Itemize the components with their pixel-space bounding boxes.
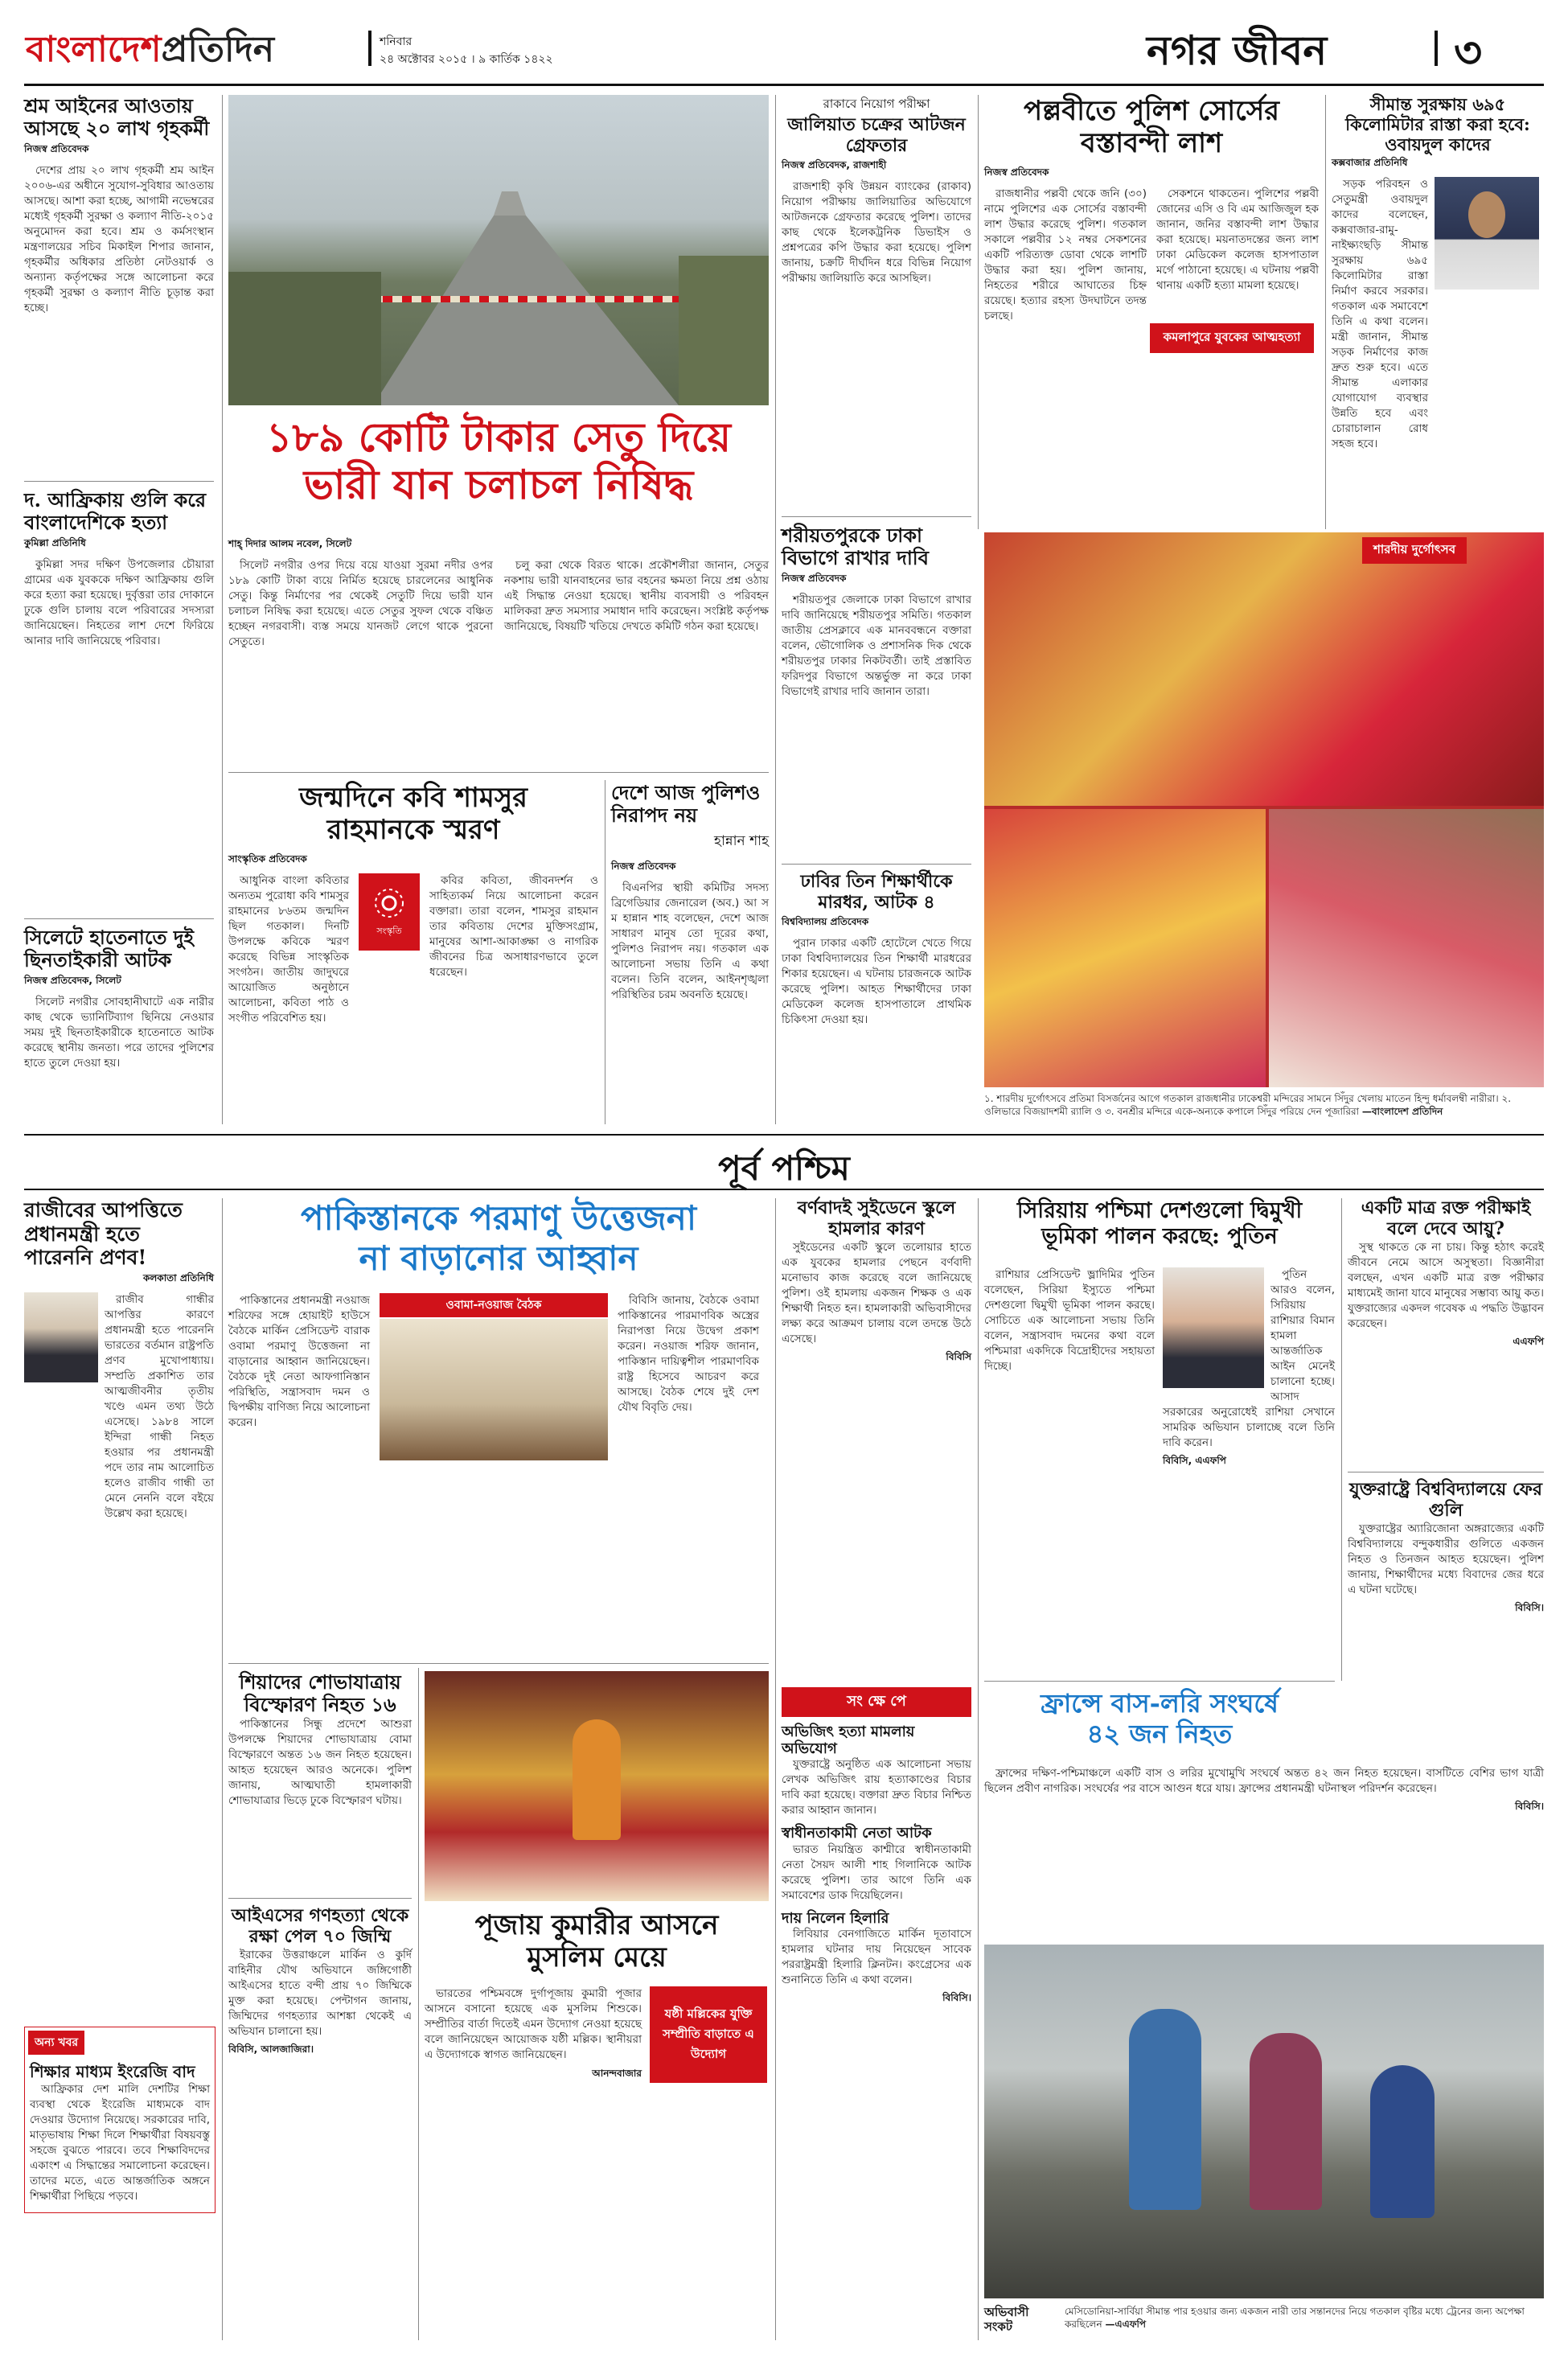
column-rule [775,1198,776,2340]
article-title: বর্ণবাদই সুইডেনে স্কুলে হামলার কারণ [797,1197,956,1239]
bridge-photo-illustration [228,95,769,405]
durga-photo-2 [984,809,1266,1087]
article-title: শ্রম আইনের আওতায় আসছে ২০ লাখ গৃহকর্মী [24,94,210,141]
article-title: সিলেটে হাতেনাতে দুই ছিনতাইকারী আটক [24,926,194,972]
caption-text: ১. শারদীয় দুর্গোৎসবে প্রতিমা বিসর্জনের আগে গতকাল রাজধানীর ঢাকেশ্বরী মন্দিরের সামনে সিঁদুর খেলায় মাতেন হিন্দু ধর্মাবলম্বী নারীরা। ২. ওলিভারে বিজয়াদশমী র‌্যালি ও ৩. বনশ্রীর মন্দিরে একে-অন্যকে কপালে সিঁদুর পরিয়ে দেন পূজারিরা [984,1093,1512,1117]
france-headline[interactable] [984,1689,1335,1750]
divider [24,481,214,482]
article-body: বিএনপির স্থায়ী কমিটির সদস্য ব্রিগেডিয়ার জেনারেল (অব.) আ স ম হান্নান শাহ বলেছেন, দেশে আজ সাধারণ মানুষ তো দূরের কথা, পুলিশও নিরাপদ নয়। গতকাল এক আলোচনা সভায় তিনি এ কথা বলেন। তিনি বলেন, আইনশৃঙ্খলা পরিস্থিতির চরম অবনতি হয়েছে। [611,881,769,1001]
article-byline: নিজস্ব প্রতিবেদক, রাজশাহী [782,158,887,170]
item1-body: যুক্তরাষ্ট্রে অনুষ্ঠিত এক আলোচনা সভায় লেখক অভিজিৎ রায় হত্যাকাণ্ডের বিচার দাবি করা হয়েছে। বক্তারা দ্রুত বিচার নিশ্চিত করার আহ্বান জানান। [782,1758,971,1817]
article-body: শরীয়তপুর জেলাকে ঢাকা বিভাগে রাখার দাবি জানিয়েছে শরীয়তপুর সমিতি। গতকাল জাতীয় প্রেসক্লাবে এক মানববন্ধনে বক্তারা বলেন, ভৌগোলিক ও প্রশাসনিক দিক থেকে শরীয়তপুর ঢাকার নিকটবর্তী। তাই প্রস্তাবিত ফরিদপুর বিভাগে অন্তর্ভুক্ত না করে ঢাকা বিভাগেই রাখার দাবি জানান তারা। [782,593,971,698]
article-credit: আনন্দবাজার [592,2068,642,2079]
headline-line2: ৪২ জন নিহত [1086,1718,1233,1749]
others-label: অন্য খবর [28,2031,84,2055]
migrant-label: অভিবাসী সংকট [984,2305,1029,2334]
migrant-figure-3 [1370,2065,1435,2218]
headline-line2: ভূমিকা পালন করছে: পুতিন [1041,1223,1278,1249]
headline-line1: পূজায় কুমারীর আসনে [474,1909,719,1941]
masthead-rule [24,84,1544,86]
kumari-figure [573,1719,621,1840]
headline-line1: জন্মদিনে কবি শামসুর [299,782,527,814]
column-rule [775,95,776,1124]
article-shariatpur[interactable] [782,524,971,703]
article-body-col1: পাকিস্তানের প্রধানমন্ত্রী নওয়াজ শরিফের সঙ্গে হোয়াইট হাউসে বৈঠকে মার্কিন প্রেসিডেন্ট বারাক ওবামা পরমাণু উত্তেজনা না বাড়ানোর আহ্বান জানিয়েছেন। বৈঠকে দুই নেতা আফগানিস্তান পরিস্থিতি, সন্ত্রাসবাদ দমন ও দ্বিপক্ষীয় বাণিজ্য নিয়ে আলোচনা করেন। [228,1294,370,1429]
article-ashura[interactable] [228,1671,412,1812]
obama-photo-tag: ওবামা-নওয়াজ বৈঠক [380,1293,608,1317]
article-body-col2: কবির কবিতা, জীবনদর্শন ও সাহিত্যকর্ম নিয়ে আলোচনা করেন বক্তারা। তারা বলেন, শামসুর রাহমান তার কবিতায় দেশের মুক্তিসংগ্রাম, মানুষের আশা-আকাঙ্ক্ষা ও নাগরিক জীবনের চিত্র অসাধারণভাবে তুলে ধরেছেন। [429,874,598,980]
article-labour[interactable] [24,95,214,319]
section-rule-top [24,1134,1544,1136]
durga-caption [984,1092,1544,1118]
article-body: ইরাকের উত্তরাঞ্চলে মার্কিন ও কুর্দি বাহিনীর যৌথ অভিযানে জঙ্গিগোষ্ঠী আইএসের হাতে বন্দী প্রায় ৭০ জিম্মিকে মুক্ত করা হয়েছে। পেন্টাগন জানায়, জিম্মিদের গণহত্যার আশঙ্কা থেকেই এ অভিযান চালানো হয়। [228,1948,412,2038]
article-body: দেশের প্রায় ২০ লাখ গৃহকর্মী শ্রম আইন ২০০৬-এর অধীনে সুযোগ-সুবিধার আওতায় আসছে। আশা করা হচ্ছে, আগামী নভেম্বরের মধ্যেই গৃহকর্মী সুরক্ষা ও কল্যাণ নীতি-২০১৫ অনুমোদন করা হবে। শ্রম ও কর্মসংস্থান মন্ত্রণালয়ের সচিব মিকাইল শিপার জানান, গৃহকর্মীর অধিকার প্রতিষ্ঠা নেটওয়ার্ক ও অন্যান্য কর্তৃপক্ষের সঙ্গে আলোচনা করে গৃহকর্মী সুরক্ষা ও কল্যাণ নীতি চূড়ান্ত করা হচ্ছে। [24,163,214,314]
article-body-col1: রাজধানীর পল্লবী থেকে জনি (৩০) নামে পুলিশের এক সোর্সের বস্তাবন্দী লাশ উদ্ধার করেছে পুলিশ। গতকাল সকালে পল্লবীর ১২ নম্বর সেকশনের একটি পরিত্যক্ত ডোবা থেকে লাশটি উদ্ধার করা হয়। পুলিশ জানায়, নিহতের শরীরে আঘাতের চিহ্ন রয়েছে। হত্যার রহস্য উদঘাটনে তদন্ত চলছে। [984,187,1147,323]
culture-logo-label: সংস্কৃতি [376,925,402,936]
headline-line2: ভারী যান চলাচল নিষিদ্ধ [303,461,694,508]
article-sylhet[interactable] [24,926,214,1074]
column-rule [418,1668,419,2340]
headline-line2: বস্তাবন্দী লাশ [1080,127,1223,160]
divider [228,772,769,773]
article-byline: নিজস্ব প্রতিবেদক [24,142,89,154]
article-title: রাজীবের আপত্তিতে প্রধানমন্ত্রী হতে পারেননি প্রণব! [24,1198,183,1269]
headline-line1: ১৮৯ কোটি টাকার সেতু দিয়ে [266,413,731,461]
divider [984,1681,1335,1682]
headline-line1: পল্লবীতে পুলিশ সোর্সের [1024,95,1279,127]
pranab-photo [24,1292,98,1382]
inset-label: কমলাপুরে যুবকের আত্মহত্যা [1163,330,1301,344]
article-byline: নিজস্ব প্রতিবেদক [611,860,676,872]
caption-credit: —বাংলাদেশ প্রতিদিন [1361,1106,1443,1117]
article-credit: বিবিসি। [1515,1801,1544,1812]
article-credit: বিবিসি, এএফপি [1163,1455,1226,1466]
article-title: যুক্তরাষ্ট্রে বিশ্ববিদ্যালয়ে ফের গুলি [1349,1479,1542,1521]
article-title: দ. আফ্রিকায় গুলি করে বাংলাদেশিকে হত্যা [24,488,207,535]
divider [782,516,971,517]
others-block[interactable] [24,2027,215,2213]
section-banner [24,1137,1544,1187]
divider [228,1663,769,1664]
article-title: আইএসের গণহত্যা থেকে রক্ষা পেল ৭০ জিম্মি [231,1905,409,1947]
divider [24,918,214,919]
article-title: শরীয়তপুরকে ঢাকা বিভাগে রাখার দাবি [782,524,930,570]
article-shamsur[interactable] [228,782,598,1029]
obama-nawaz-photo[interactable] [380,1319,608,1460]
issue-date: ২৪ অক্টোবর ২০১৫ । ৯ কার্তিক ১৪২২ [380,53,553,66]
article-byline: কুমিল্লা প্রতিনিধি [24,536,86,548]
migrant-photo[interactable] [984,1945,1544,2298]
caption-text: মেসিডোনিয়া-সার্বিয়া সীমান্ত পার হওয়ার জন্য একজন নারী তার সন্তানদের নিয়ে গতকাল বৃষ্টির মধ্যে ট্রেনের জন্য অপেক্ষা করছিলেন [1065,2306,1525,2330]
article-body: কুমিল্লা সদর দক্ষিণ উপজেলার চৌয়ারা গ্রামের এক যুবককে দক্ষিণ আফ্রিকায় গুলি করে হত্যা করা হয়েছে। দুর্বৃত্তরা তার দোকানে ঢুকে গুলি চালায় বলে পরিবারের সদস্যরা জানিয়েছেন। নিহতের লাশ দেশে ফিরিয়ে আনার দাবি জানিয়েছে পরিবার। [24,557,214,647]
item3-title: দায় নিলেন হিলারি [782,1909,889,1927]
column-rule [1325,95,1326,529]
article-bridge [228,536,769,653]
article-title: শিয়াদের শোভাযাত্রায় বিস্ফোরণ নিহত ১৬ [239,1670,401,1717]
masthead-divider [368,31,371,66]
column-rule [222,95,223,1124]
article-isis[interactable] [228,1906,412,2064]
article-body: সড়ক পরিবহন ও সেতুমন্ত্রী ওবায়দুল কাদের বলেছেন, কক্সবাজার-রামু-নাইক্ষ্যংছড়ি সীমান্ত সুরক্ষায় ৬৯৫ কিলোমিটার রাস্তা নির্মাণ করবে সরকার। গতকাল এক সমাবেশে তিনি এ কথা বলেন। মন্ত্রী জানান, সীমান্ত সড়ক নির্মাণের কাজ দ্রুত শুরু হবে। এতে সীমান্ত এলাকার যোগাযোগ ব্যবস্থার উন্নতি হবে এবং চোরাচালান রোধ সহজ হবে। [1332,178,1428,451]
item1-title: অভিজিৎ হত্যা মামলায় অভিযোগ [782,1723,915,1758]
article-title: জালিয়াত চক্রের আটজন গ্রেফতার [787,114,966,156]
item2-title: স্বাধীনতাকামী নেতা আটক [782,1825,932,1842]
masthead [24,11,1544,80]
headline-line2: না বাড়ানোর আহ্বান [359,1238,638,1278]
headline-line2: নিরাপদ নয় [611,803,698,828]
masthead-divider-right [1435,31,1438,66]
article-credit: এএফপি [1513,1335,1544,1347]
article-byline: নিজস্ব প্রতিবেদক [782,572,847,584]
bridge-photo[interactable] [228,95,769,405]
article-body: যুক্তরাষ্ট্রের অ্যারিজোনা অঙ্গরাজ্যের একটি বিশ্ববিদ্যালয়ে বন্দুকধারীর গুলিতে একজন নিহত ও তিনজন আহত হয়েছেন। পুলিশ জানায়, শিক্ষার্থীদের মধ্যে বিবাদের জের ধরে এ ঘটনা ঘটেছে। [1348,1522,1544,1596]
article-pakistan [228,1293,769,1460]
article-body: সুইডেনের একটি স্কুলে তলোয়ার হাতে এক যুবকের হামলার পেছনে বর্ণবাদী মনোভাব কাজ করেছে বলে জানিয়েছে পুলিশ। ওই হামলায় একজন শিক্ষক ও এক শিক্ষার্থী নিহত হন। হামলাকারী অভিবাসীদের লক্ষ্য করে আক্রমণ চালায় বলে তদন্তে উঠে এসেছে। [782,1240,971,1345]
article-putin [984,1267,1335,1475]
culture-logo [359,873,420,951]
column-rule [1341,1198,1342,1681]
article-body: ফ্রান্সের দক্ষিণ-পশ্চিমাঞ্চলে একটি বাস ও লরির মুখোমুখি সংঘর্ষে অন্তত ৪২ জন নিহত হয়েছেন। বাসটিতে বেশির ভাগ যাত্রী ছিলেন প্রবীণ নাগরিক। সংঘর্ষের পর বাসে আগুন ধরে যায়। ফ্রান্সের প্রধানমন্ত্রী ঘটনাস্থল পরিদর্শন করেছেন। [984,1767,1544,1795]
flower-icon [371,885,407,921]
headline-line2: রাহমানকে স্মরণ [326,814,500,847]
article-byline: সাংস্কৃতিক প্রতিবেদক [228,853,307,865]
article-byline: নিজস্ব প্রতিবেদক [984,166,1049,179]
article-body: পাকিস্তানের সিন্ধু প্রদেশে আশুরা উপলক্ষে শিয়াদের শোভাযাত্রায় বোমা বিস্ফোরণে অন্তত ১৬ জন নিহত হয়েছেন। আহত হয়েছেন আরও অনেকে। পুলিশ জানায়, আত্মঘাতী হামলাকারী শোভাযাত্রার ভিড়ে ঢুকে বিস্ফোরণ ঘটায়। [228,1717,412,1807]
headline-line2: মুসলিম মেয়ে [527,1941,667,1974]
inset-text: যষ্ঠী মল্লিকের যুক্তি সম্প্রীতি বাড়াতে এ উদ্যোগ [663,2006,754,2061]
putin-headline[interactable] [984,1198,1335,1250]
article-body: সিলেট নগরীর সোবহানীঘাটে এক নারীর কাছ থেকে ভ্যানিটিব্যাগ ছিনিয়ে নেওয়ার সময় দুই ছিনতাইকারীকে হাতেনাতে আটক করেছে স্থানীয় জনতা। পরে তাদের পুলিশের হাতে তুলে দেওয়া হয়। [24,995,214,1070]
article-body-col1: সিলেট নগরীর ওপর দিয়ে বয়ে যাওয়া সুরমা নদীর ওপর ১৮৯ কোটি টাকা ব্যয়ে নির্মিত হয়েছে চারলেনের আধুনিক সেতু। কিন্তু নির্মাণের পর থেকেই সেতুটি দিয়ে ভারী যান চলাচল নিষিদ্ধ করা হয়েছে। এতে সেতুর সুফল থেকে বঞ্চিত হচ্ছেন নগরবাসী। ব্যস্ত সময়ে যানজট লেগে থাকে পুরনো সেতুতে। [228,559,493,648]
article-france [984,1766,1544,1821]
article-body-col2: বিবিসি জানায়, বৈঠকে ওবামা পাকিস্তানের পারমাণবিক অস্ত্রের নিরাপত্তা নিয়ে উদ্বেগ প্রকাশ করেন। নওয়াজ শরিফ জানান, পাকিস্তান দায়িত্বশীল পারমাণবিক রাষ্ট্র হিসেবে আচরণ করে আসছে। বৈঠক শেষে দুই দেশ যৌথ বিবৃতি দেয়। [618,1294,759,1414]
page-number: ৩ [1454,27,1483,78]
article-pranab[interactable] [24,1198,214,1525]
item3-body: লিবিয়ার বেনগাজিতে মার্কিন দূতাবাসে হামলার ঘটনার দায় নিয়েছেন সাবেক পররাষ্ট্রমন্ত্রী হিলারি ক্লিনটন। কংগ্রেসের এক শুনানিতে তিনি এ কথা বলেন। [782,1927,971,1986]
sankshepe-label: সং ক্ষে পে [782,1687,971,1717]
durga-photo-label: শারদীয় দুর্গোৎসব [1362,537,1467,564]
caption-credit: —এএফপি [1105,2319,1147,2330]
article-title: সীমান্ত সুরক্ষায় ৬৯৫ কিলোমিটার রাস্তা করা হবে: ওবায়দুল কাদের [1345,94,1530,154]
article-sweden[interactable] [782,1198,971,1371]
article-credit: বিবিসি। [1515,1601,1544,1613]
headline-line1: ফ্রান্সে বাস-লরি সংঘর্ষে [1041,1688,1279,1719]
article-body: ভারতের পশ্চিমবঙ্গে দুর্গাপূজায় কুমারী পূজার আসনে বসানো হয়েছে এক মুসলিম শিশুকে। সম্প্রীতির বার্তা দিতেই এমন উদ্যোগ নেওয়া হয়েছে বলে জানিয়েছেন আয়োজক যষ্ঠী মল্লিক। স্থানীয়রা এ উদ্যোগকে স্বাগত জানিয়েছেন। আনন্দবাজার [425,1986,642,2086]
article-credit: বিবিসি, আলজাজিরা। [228,2043,314,2055]
article-body-col1: আধুনিক বাংলা কবিতার অন্যতম পুরোধা কবি শামসুর রাহমানের ৮৬তম জন্মদিন ছিল গতকাল। দিনটি উপলক্ষে কবিকে স্মরণ করেছে বিভিন্ন সাংস্কৃতিক সংগঠন। জাতীয় জাদুঘরে আয়োজিত অনুষ্ঠানে আলোচনা, কবিতা পাঠ ও সংগীত পরিবেশিত হয়। [228,874,349,1025]
article-jalyat[interactable] [782,95,971,290]
article-body-col2: সেকশনে থাকতেন। পুলিশের পল্লবী জোনের এসি ও বি এম আজিজুল হক জানান, জনির বস্তাবন্দী লাশ উদ্ধার করা হয়েছে। ময়নাতদন্তের জন্য লাশ ঢাকা মেডিকেল কলেজ হাসপাতাল মর্গে পাঠানো হয়েছে। এ ঘটনায় পল্লবী থানায় একটি হত্যা মামলা হয়েছে। [1156,187,1319,293]
migrant-figure-2 [1250,2033,1322,2210]
durga-photo-1 [984,532,1544,806]
divider [782,864,971,865]
article-body: পুরান ঢাকার একটি হোটেলে খেতে গিয়ে ঢাকা বিশ্ববিদ্যালয়ের তিন শিক্ষার্থী মারধরের শিকার হয়েছেন। এ ঘটনায় চারজনকে আটক করেছে পুলিশ। আহত শিক্ষার্থীদের ঢাকা মেডিকেল কলেজ হাসপাতালে প্রাথমিক চিকিৎসা দেওয়া হয়। [782,936,971,1026]
article-author: হান্নান শাহ [714,832,769,849]
headline-line1: সিরিয়ায় পশ্চিমা দেশগুলো দ্বিমুখী [1016,1198,1303,1223]
article-byline: বিশ্ববিদ্যালয় প্রতিবেদক [782,915,869,927]
pakistan-headline[interactable] [228,1198,769,1278]
divider [228,1898,412,1899]
section-banner-title: পূর্ব পশ্চিম [718,1148,850,1188]
article-kicker: রাকাবে নিয়োগ পরীক্ষা [823,97,930,111]
paper-name-part2: প্রতিদিন [161,29,274,70]
article-body: রাজীব গান্ধীর আপত্তির কারণে প্রধানমন্ত্রী হতে পারেননি ভারতের বর্তমান রাষ্ট্রপতি প্রণব মুখোপাধ্যায়। সম্প্রতি প্রকাশিত তার আত্মজীবনীর তৃতীয় খণ্ডে এমন তথ্য উঠে এসেছে। ১৯৮৪ সালে ইন্দিরা গান্ধী নিহত হওয়ার পর প্রধানমন্ত্রী পদে তার নাম আলোচিত হলেও রাজীব গান্ধী তা মেনে নেননি বলে বইয়ে উল্লেখ করা হয়েছে। [105,1292,214,1520]
quader-photo [1435,177,1539,290]
column-rule [222,1198,223,2340]
article-body: আফ্রিকার দেশ মালি দেশটির শিক্ষা ব্যবস্থা থেকে ইংরেজি মাধ্যমকে বাদ দেওয়ার উদ্যোগ নিয়েছে। সরকারের দাবি, মাতৃভাষায় শিক্ষা দিলে শিক্ষার্থীরা বিষয়বস্তু সহজে বুঝতে পারবে। তবে শিক্ষাবিদদের একাংশ এ সিদ্ধান্তের সমালোচনা করেছেন। তাদের মতে, এতে আন্তর্জাতিক অঙ্গনে শিক্ষার্থীরা পিছিয়ে পড়বে। [30,2082,210,2203]
durga-photo-3 [1269,809,1544,1087]
putin-photo [1163,1267,1264,1388]
article-byline: কলকাতা প্রতিনিধি [142,1271,214,1284]
headline-line1: পাকিস্তানকে পরমাণু উত্তেজনা [300,1198,696,1238]
column-rule [978,95,979,529]
section-rule-bottom [24,1189,1544,1190]
pallabi-inset-tag[interactable] [1150,323,1314,353]
article-title: শিক্ষার মাধ্যম ইংরেজি বাদ [30,2062,195,2081]
column-rule [978,1198,979,2340]
article-one-exam[interactable] [1348,1198,1544,1356]
article-body: রাজশাহী কৃষি উন্নয়ন ব্যাংকের (রাকাব) নিয়োগ পরীক্ষায় জালিয়াতির অভিযোগে আটজনকে গ্রেফতার করেছে পুলিশ। তাদের কাছ থেকে ইলেকট্রনিক ডিভাইস ও প্রশ্নপত্রের কপি উদ্ধার করা হয়েছে। পুলিশ জানায়, চক্রটি দীর্ঘদিন ধরে বিভিন্ন নিয়োগ পরীক্ষায় জালিয়াতি করে আসছিল। [782,179,971,285]
article-body-col2: পুতিন আরও বলেন, সিরিয়ায় রাশিয়ার বিমান হামলা আন্তর্জাতিক আইন মেনেই চালানো হচ্ছে। আসাদ সরকারের অনুরোধেই রাশিয়া সেখানে সামরিক অভিযান চালাচ্ছে বলে তিনি দাবি করেন। [1163,1268,1335,1449]
kumari-photo[interactable] [425,1671,769,1901]
bridge-headline[interactable] [228,413,769,508]
article-quader[interactable] [1332,95,1544,455]
migrant-figure-1 [1129,2009,1201,2210]
article-byline: শাহ্ দিদার আলম নবেল, সিলেট [228,538,352,549]
article-us-uni[interactable] [1348,1480,1544,1622]
durga-photo-collage[interactable] [984,532,1544,1087]
kumari-inset [650,1986,767,2083]
article-credit: বিবিসি [946,1350,971,1362]
article-title: একটি মাত্র রক্ত পরীক্ষাই বলে দেবে আয়ু? [1361,1197,1531,1239]
headline-line1: দেশে আজ পুলিশও [611,781,761,804]
article-title: ঢাবির তিন শিক্ষার্থীকে মারধর, আটক ৪ [800,871,953,913]
paper-logo[interactable] [26,23,274,81]
article-s-africa[interactable] [24,489,214,652]
article-dhabi[interactable] [782,872,971,1031]
migrant-caption [1065,2305,1544,2334]
paper-name-part1: বাংলাদেশ [26,29,162,70]
article-body: সুস্থ থাকতে কে না চায়। কিন্তু হঠাৎ করেই জীবনে নেমে আসে অসুস্থতা। বিজ্ঞানীরা বলছেন, এখন একটি মাত্র রক্ত পরীক্ষার মাধ্যমেই জানা যাবে মানুষের সম্ভাব্য আয়ু কত। যুক্তরাজ্যের একদল গবেষক এ পদ্ধতি উদ্ভাবন করেছেন। [1348,1240,1544,1330]
article-pallabi[interactable] [984,95,1319,327]
article-byline: নিজস্ব প্রতিবেদক, সিলেট [24,974,121,986]
article-body-col2: চলু করা থেকে বিরত থাকে। প্রকৌশলীরা জানান, সেতুর নকশায় ভারী যানবাহনের ভার বহনের ক্ষমতা নিয়ে প্রশ্ন ওঠায় এই সিদ্ধান্ত নেওয়া হয়েছে। স্থানীয় ব্যবসায়ী ও পরিবহন মালিকরা দ্রুত সমস্যার সমাধান দাবি করেছেন। সংশ্লিষ্ট কর্তৃপক্ষ জানিয়েছে, বিষয়টি খতিয়ে দেখতে কমিটি গঠন করা হয়েছে। [504,559,769,633]
article-kumari [425,1986,769,2086]
article-byline: কক্সবাজার প্রতিনিধি [1332,157,1408,169]
sankshepe-block[interactable] [782,1687,971,2012]
article-credit: বিবিসি। [942,1991,971,2003]
article-body: রাশিয়ার প্রেসিডেন্ট ভ্লাদিমির পুতিন বলেছেন, সিরিয়া ইস্যুতে পশ্চিমা দেশগুলো দ্বিমুখী ভূমিকা পালন করছে। সোচিতে এক আলোচনা সভায় তিনি বলেন, সন্ত্রাসবাদ দমনের কথা বলে পশ্চিমারা একদিকে বিদ্রোহীদের সহায়তা দিচ্ছে। [984,1268,1155,1373]
migrant-caption-row [984,2305,1544,2334]
kumari-headline[interactable] [425,1909,769,1974]
item2-body: ভারত নিয়ন্ত্রিত কাশ্মীরে স্বাধীনতাকামী নেতা সৈয়দ আলী শাহ গিলানিকে আটক করেছে পুলিশ। তার আগে তিনি এক সমাবেশের ডাক দিয়েছিলেন। [782,1842,971,1902]
article-police-safe[interactable] [611,782,769,1006]
section-title: নগর জীবন [1147,27,1328,74]
issue-day: শনিবার [380,35,413,48]
